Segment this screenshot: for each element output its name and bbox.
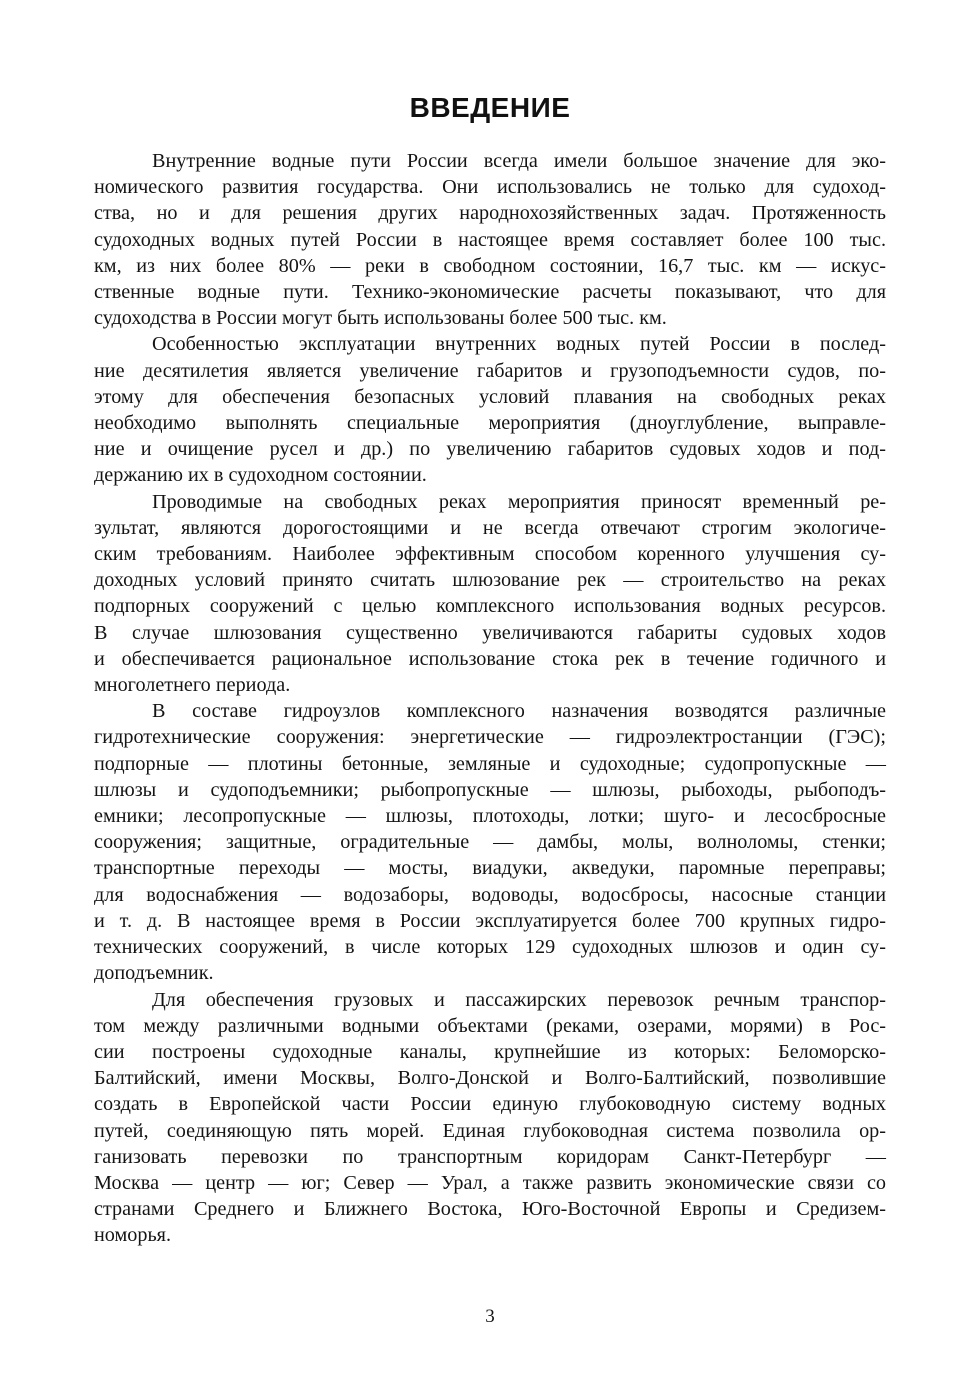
text-line: Внутренние водные пути России всегда имели большое значение для эко-: [152, 150, 886, 172]
text-line: В составе гидроузлов комплексного назначения возводятся различные: [152, 700, 886, 723]
text-line: Для обеспечения грузовых и пассажирских перевозок речным транспор-: [152, 988, 886, 1011]
text-line: ским требованиям. Наиболее эффективным способом коренного улучшения су-: [94, 543, 886, 566]
text-line: Проводимые на свободных реках мероприятия приносят временный ре-: [152, 490, 886, 513]
text-line: зультат, являются дорогостоящими и не всегда отвечают строгим экологиче-: [94, 516, 886, 539]
text-line: необходимо выполнять специальные мероприятия (дноуглубление, выправле-: [94, 412, 886, 435]
paragraph-5: [94, 987, 886, 1249]
text-line: сии построены судоходные каналы, крупнейшие из которых: Беломорско-: [94, 1040, 886, 1063]
text-line: емники; лесопропускные — шлюзы, плотоходы, лотки; шуго- и лесосбросные: [94, 805, 886, 828]
page-number: 3: [485, 1306, 495, 1327]
text-line: судоходства в России могут быть использованы более 500 тыс. км.: [94, 307, 667, 330]
text-line: и т. д. В настоящее время в России эксплуатируется более 700 крупных гидро-: [94, 909, 886, 932]
text-line: км, из них более 80% — реки в свободном состоянии, 16,7 тыс. км — искус-: [94, 254, 886, 277]
text-line: путей, соединяющую пять морей. Единая глубоководная система позволила ор-: [94, 1119, 886, 1142]
text-line: и обеспечивается рациональное использование стока рек в течение годичного и: [94, 647, 886, 670]
text-line: номического развития государства. Они использовались не только для судоход-: [94, 176, 886, 199]
text-line: подпорных сооружений с целью комплексного использования водных ресурсов.: [94, 595, 886, 618]
text-line: В случае шлюзования существенно увеличиваются габариты судовых ходов: [94, 621, 886, 644]
text-line: судоходных водных путей России в настоящее время составляет более 100 тыс.: [94, 228, 886, 251]
text-line: ние и очищение русел и др.) по увеличению габаритов судовых ходов и под-: [94, 438, 886, 461]
text-line: подпорные — плотины бетонные, земляные и судоходные; судопропускные —: [94, 752, 886, 775]
text-line: ганизовать перевозки по транспортным коридорам Санкт-Петербург —: [94, 1145, 886, 1168]
text-line: шлюзы и судоподъемники; рыбопропускные — шлюзы, рыбоходы, рыбоподъ-: [94, 778, 886, 801]
text-line: для водоснабжения — водозаборы, водоводы, водосбросы, насосные станции: [94, 883, 886, 906]
text-line: технических сооружений, в числе которых 129 судоходных шлюзов и один су-: [94, 936, 886, 959]
text-line: том между различными водными объектами (реками, озерами, морями) в Рос-: [94, 1014, 886, 1037]
text-line: Москва — центр — юг; Север — Урал, а также развить экономические связи со: [94, 1171, 886, 1194]
text-line: доходных условий принято считать шлюзование рек — строительство на реках: [94, 569, 886, 592]
text-line: Особенностью эксплуатации внутренних водных путей России в послед-: [152, 333, 886, 356]
page-title: ВВЕДЕНИЕ: [409, 92, 571, 123]
text-line: ства, но и для решения других народнохозяйственных задач. Протяженность: [94, 202, 886, 225]
text-line: странами Среднего и Ближнего Востока, Юго-Восточной Европы и Средизем-: [94, 1198, 886, 1221]
text-line: этому для обеспечения безопасных условий плавания на свободных реках: [94, 385, 886, 408]
paragraph-3: [94, 489, 886, 699]
text-line: создать в Европейской части России единую глубоководную систему водных: [94, 1093, 886, 1116]
text-line: сооружения; защитные, оградительные — дамбы, молы, волноломы, стенки;: [94, 831, 886, 854]
paragraph-2: [94, 331, 886, 488]
text-line: многолетнего периода.: [94, 674, 291, 697]
text-line: Балтийский, имени Москвы, Волго-Донской и Волго-Балтийский, позволившие: [94, 1067, 886, 1090]
text-line: ственные водные пути. Технико-экономические расчеты показывают, что для: [94, 281, 886, 304]
text-line: держанию их в судоходном состоянии.: [94, 464, 427, 487]
text-line: доподъемник.: [94, 962, 214, 985]
text-line: транспортные переходы — мосты, виадуки, акведуки, паромные переправы;: [94, 857, 886, 880]
body-text: [94, 148, 886, 1249]
paragraph-1: [94, 148, 886, 331]
text-line: гидротехнические сооружения: энергетические — гидроэлектростанции (ГЭС);: [94, 726, 886, 749]
paragraph-4: [94, 698, 886, 986]
text-line: ние десятилетия является увеличение габаритов и грузоподъемности судов, по-: [94, 359, 886, 382]
text-line: номорья.: [94, 1224, 172, 1247]
